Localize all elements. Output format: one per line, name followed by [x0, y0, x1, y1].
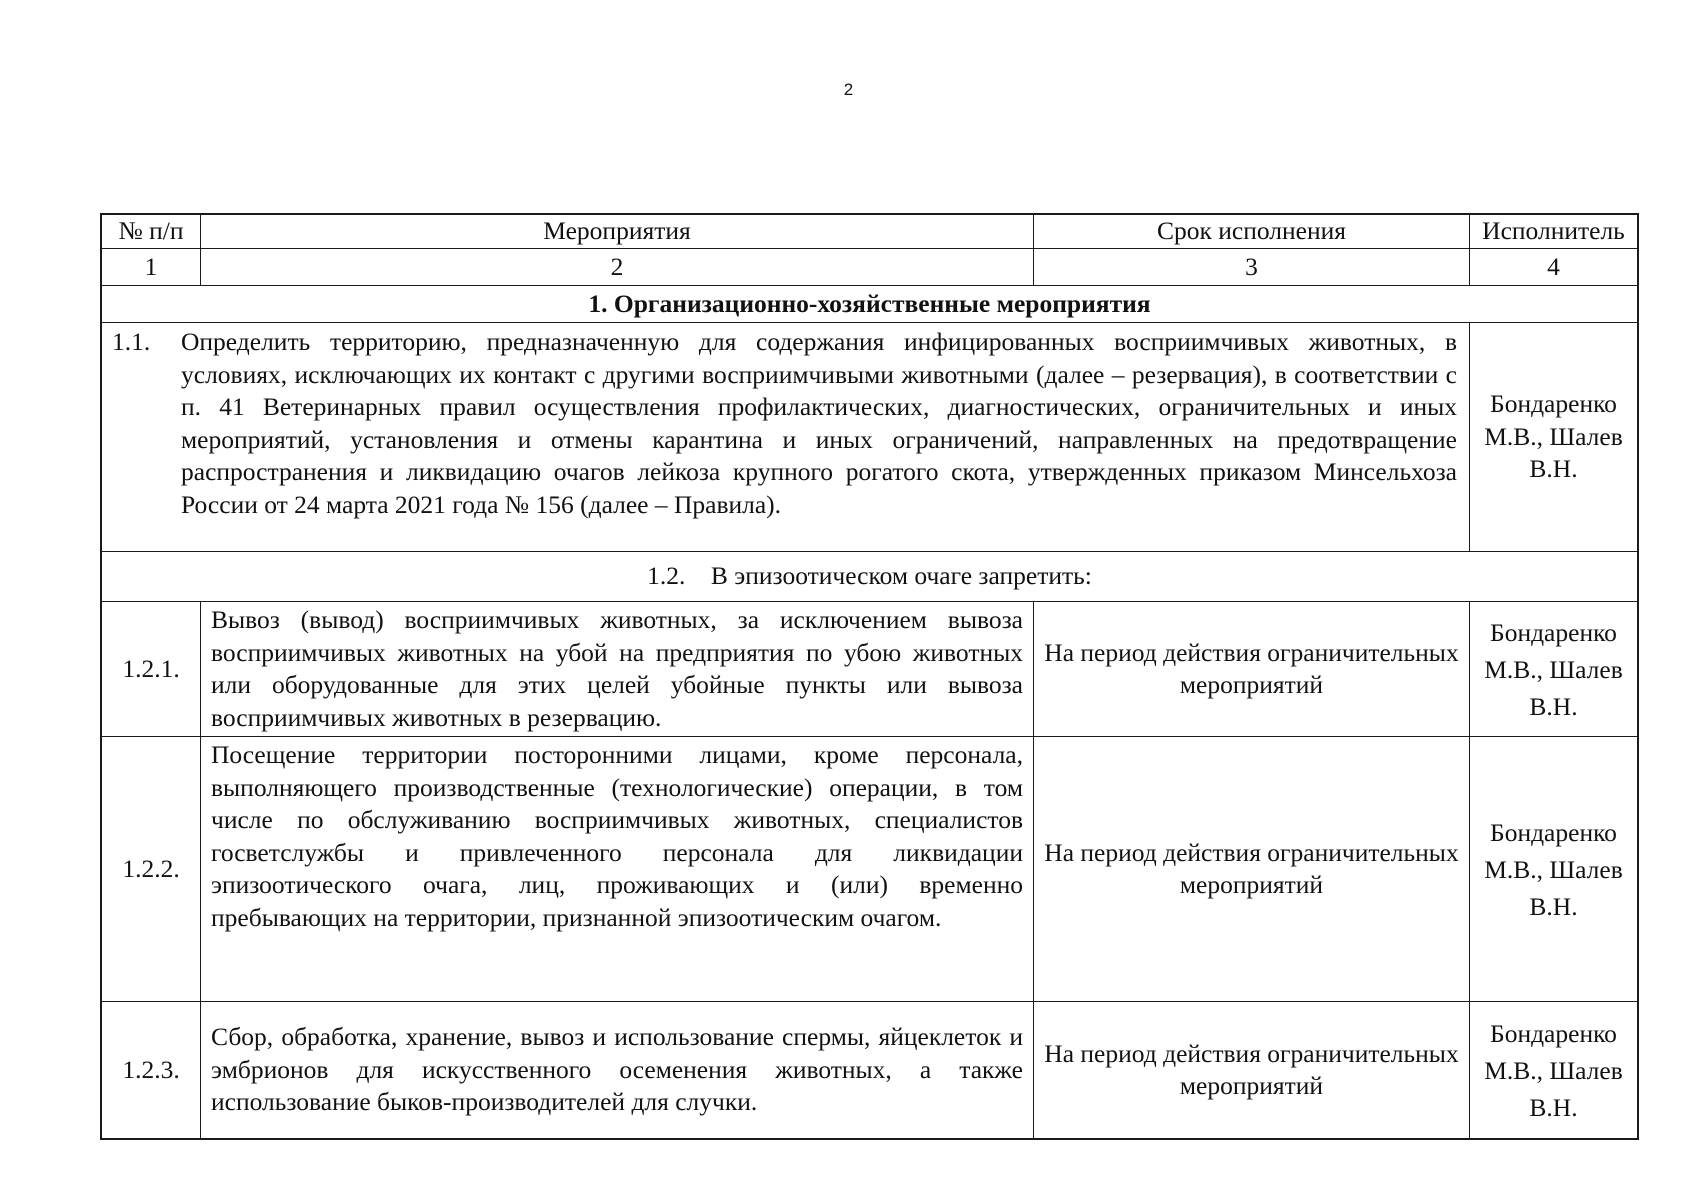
row-1-2-2-deadline: На период действия ограничительных мероприятий	[1033, 736, 1470, 1002]
section-title: 1. Организационно-хозяйственные мероприятия	[100, 285, 1639, 323]
row-1-2-1-executor: Бондаренко М.В., Шалев В.Н.	[1469, 601, 1639, 737]
header-deadline: Срок исполнения	[1033, 213, 1470, 249]
row-1-2-3-executor: Бондаренко М.В., Шалев В.Н.	[1469, 1001, 1639, 1140]
row-1-2-1-text	[200, 601, 1034, 737]
item-1-1-executor: Бондаренко М.В., Шалев В.Н.	[1469, 322, 1639, 552]
row-1-2-2-executor: Бондаренко М.В., Шалев В.Н.	[1469, 736, 1639, 1002]
header-measures: Мероприятия	[200, 213, 1034, 249]
header-no: № п/п	[100, 213, 201, 249]
colnum-2: 2	[200, 248, 1034, 286]
measures-table	[100, 213, 1639, 1140]
colnum-1: 1	[100, 248, 201, 286]
colnum-4: 4	[1469, 248, 1639, 286]
colnum-3: 3	[1033, 248, 1470, 286]
row-1-2-1-number: 1.2.1.	[100, 601, 201, 737]
item-1-2-heading: 1.2. В эпизоотическом очаге запретить:	[100, 551, 1639, 602]
row-1-2-2-text-body: Посещение территории посторонними лицами, кроме персонала, выполняющего производственные (технологические) операции, в том числе по обслуживанию восприимчивых животных, специалистов госветслужбы и привлеченного персонала для ликвидации эпизоотического очага, лиц, проживающих и (или) временно пребывающих на территории, признанной эпизоотическим очагом.	[211, 740, 1023, 932]
row-1-2-3-text-body: Сбор, обработка, хранение, вывоз и использование спермы, яйцеклеток и эмбрионов для искусственного осеменения животных, а также использование быков-производителей для случки.	[211, 1022, 1023, 1117]
row-1-2-2-number: 1.2.2.	[100, 736, 201, 1002]
page-number: 2	[843, 80, 854, 99]
item-1-1-measure	[100, 322, 1470, 552]
item-1-1-text: Определить территорию, предназначенную для содержания инфицированных восприимчивых животных, в условиях, исключающих их контакт с другими восприимчивыми животными (далее – резервация), в соответствии с п. 41 Ветеринарных правил осуществления профилактических, диагностических, ограничительных и иных мероприятий, установления и отмены карантина и иных ограничений, направленных на предотвращение распространения и ликвидацию очагов лейкоза крупного рогатого скота, утвержденных приказом Минсельхоза России от 24 марта 2021 года № 156 (далее – Правила).	[181, 327, 1457, 519]
row-1-2-1-text-body: Вывоз (вывод) восприимчивых животных, за исключением вывоза восприимчивых животных на убой на предприятия по убою животных или оборудованные для этих целей убойные пункты или вывоза восприимчивых животных в резервацию.	[211, 605, 1023, 732]
row-1-2-3-deadline: На период действия ограничительных мероприятий	[1033, 1001, 1470, 1140]
header-executor: Исполнитель	[1469, 213, 1639, 249]
row-1-2-1-deadline: На период действия ограничительных мероприятий	[1033, 601, 1470, 737]
row-1-2-3-number: 1.2.3.	[100, 1001, 201, 1140]
row-1-2-2-text	[200, 736, 1034, 1002]
item-1-1-number: 1.1.	[112, 327, 151, 356]
row-1-2-3-text	[200, 1001, 1034, 1140]
